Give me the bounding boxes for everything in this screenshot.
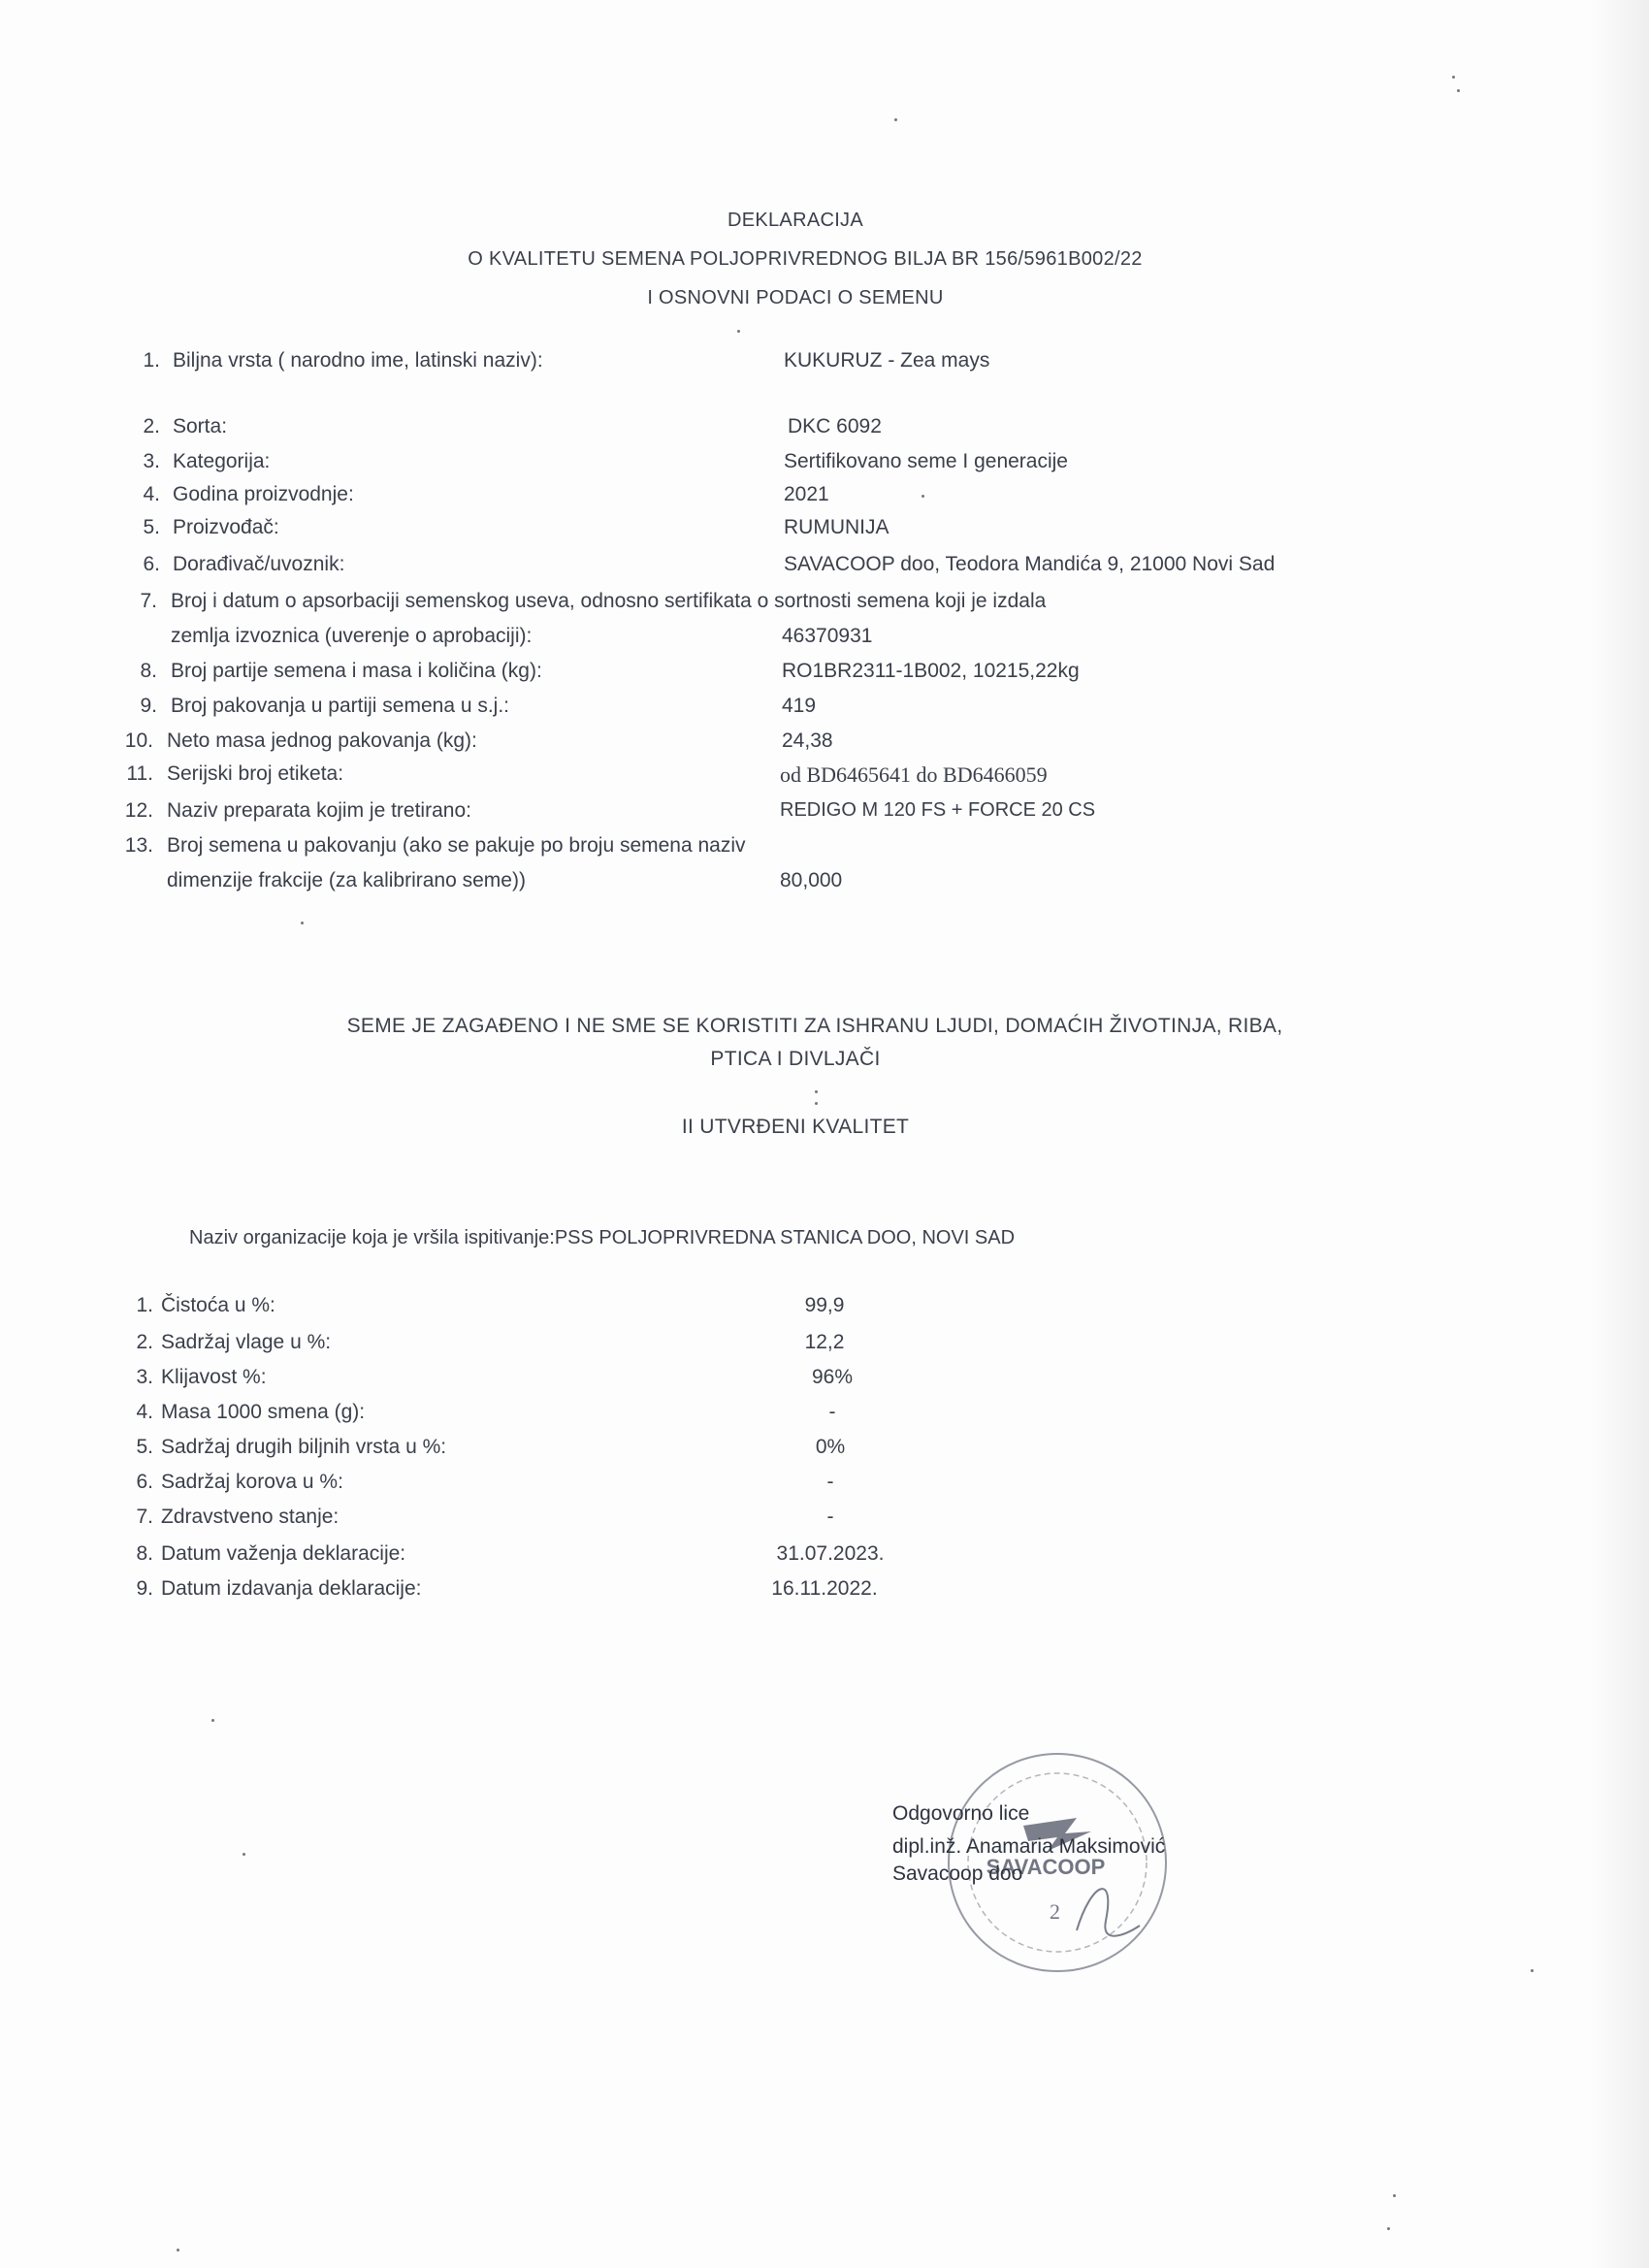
signature-block xyxy=(892,1766,1242,1989)
signature-title: Odgovorno lice xyxy=(892,1802,1030,1825)
declaration-page: DEKLARACIJA O KVALITETU SEMENA POLJOPRIVREDNOG BILJA BR 156/5961B002/22 I OSNOVNI PODACI O SEMENU 1. Biljna vrsta ( narodno ime, latinski naziv): KUKURUZ - Zea mays 2. Sorta: DKC 6092 3. Kategorija: Sertifikovano seme I generacije 4. Godina proizvodnje: 2021 5. Proizvođač: RUMUNIJA 6. Dorađivač/uvoznik: SAVACOOP doo, Teodora Mandića 9, 21000 Novi Sad 7. Broj i datum o apsorbaciji semenskog useva, odnosno sertifikata o sortnosti semena koji je izdala zemlja izvoznica (uverenje o aprobaciji): 46370931 8. Broj partije semena i masa i količina (kg): RO1BR2311-1B002, 10215,22kg 9. Broj pakovanja u partiji semena u s.j.: 419 10. Neto masa jednog pakovanja (kg): 24,38 11. Serijski broj etiketa: od BD6465641 do BD6466059 12. Naziv preparata kojim je tretirano: REDIGO M 120 FS + FORCE 20 CS 13. Broj semena u pakovanju (ako se pakuje po broju semena naziv dimenzije frakcije (za kalibrirano seme)) 80,000 SEME JE ZAGAĐENO I NE SME SE KORISTITI ZA ISHRANU LJUDI, DOMAĆIH ŽIVOTINJA, RIBA, PTICA I DIVLJAČI II UTVRĐENI KVALITET Naziv organizacije koja je vršila ispitivanje:PSS POLJOPRIVREDNA STANICA DOO, NOVI SAD 1. Čistoća u %: 99,9 2. Sadržaj vlage u %: 12,2 3. Klijavost %: 96% 4. Masa 1000 smena (g): - 5. Sadržaj drugih biljnih vrsta u %: 0% 6. Sadržaj korova u %: - 7. Zdravstveno stanje: - 8. Datum važenja deklaracije: 31.07.2023. 9. Datum izdavanja deklaracije: 16.11.2022. SAVACOOP 2 Odgovorno lice dipl.inž. Anamaria Maksimović Savacoop doo xyxy=(0,0,1649,2268)
signature-name: dipl.inž. Anamaria Maksimović xyxy=(892,1835,1166,1858)
signature-company: Savacoop doo xyxy=(892,1863,1023,1885)
handwritten-signature xyxy=(1077,1889,1140,1936)
stamp-number: 2 xyxy=(1050,1899,1060,1924)
document-title: DEKLARACIJA xyxy=(727,210,863,231)
contamination-warning-line-1: SEME JE ZAGAĐENO I NE SME SE KORISTITI ZA ISHRANU LJUDI, DOMAĆIH ŽIVOTINJA, RIBA, xyxy=(346,1015,1283,1037)
stamp-company-name: SAVACOOP xyxy=(986,1855,1106,1879)
document-subtitle: O KVALITETU SEMENA POLJOPRIVREDNOG BILJA BR 156/5961B002/22 xyxy=(468,248,1143,270)
section-quality-heading: II UTVRĐENI KVALITET xyxy=(681,1116,910,1138)
section-basic-data-heading: I OSNOVNI PODACI O SEMENU xyxy=(647,287,944,308)
testing-organization: Naziv organizacije koja je vršila ispitivanje:PSS POLJOPRIVREDNA STANICA DOO, NOVI SAD xyxy=(189,1227,1016,1248)
contamination-warning-line-2: PTICA I DIVLJAČI xyxy=(710,1048,881,1070)
